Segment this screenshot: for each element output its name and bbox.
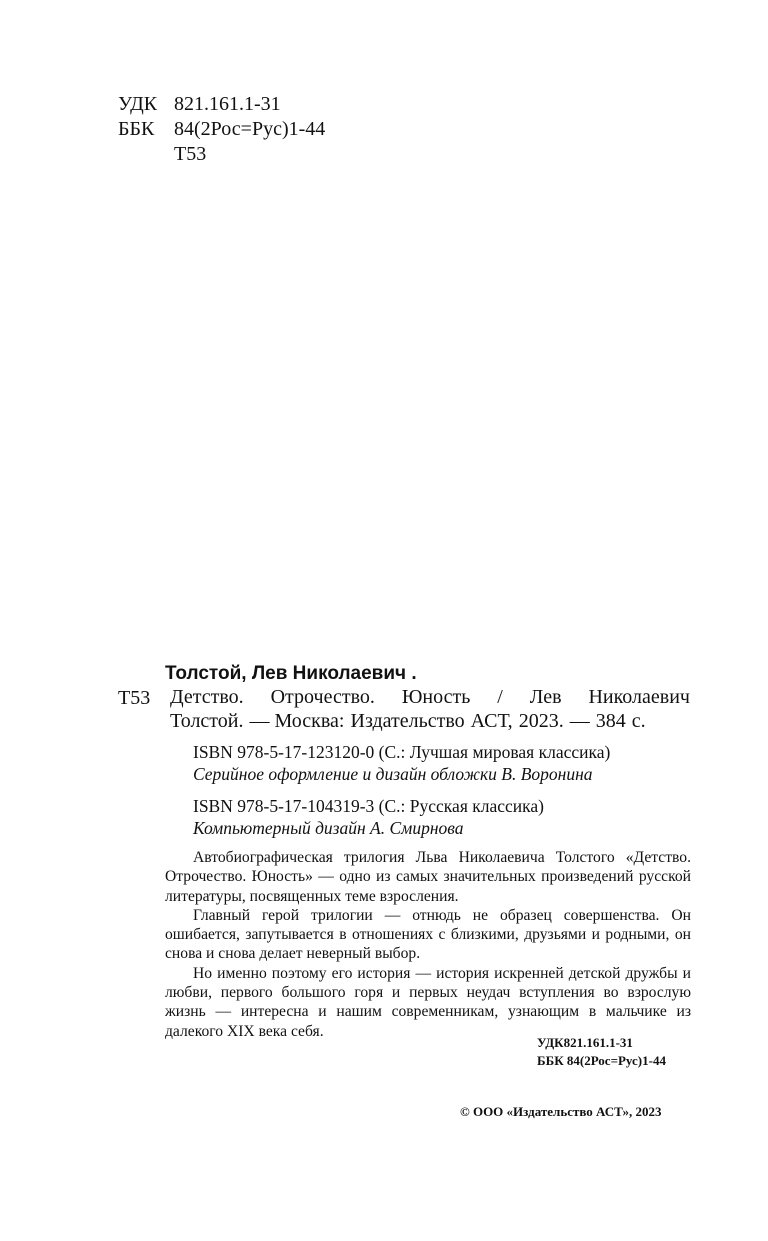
copyright: © ООО «Издательство АСТ», 2023 <box>460 1104 662 1119</box>
isbn-1-note-text: Серийное оформление и дизайн обложки В. Воронина <box>193 764 593 784</box>
biblio-word: Отрочество. <box>270 686 375 708</box>
biblio-word: — <box>569 710 590 732</box>
author-mark-top: Т53 <box>174 143 207 165</box>
biblio-word: Юность <box>401 686 471 708</box>
author-heading: Толстой, Лев Николаевич . <box>165 663 417 684</box>
biblio-word: АСТ, <box>470 710 513 732</box>
biblio-word: Детство. <box>170 686 244 708</box>
annotation-paragraph: Но именно поэтому его история — история искренней детской дружбы и любви, первого большого горя и первых неудач вступления во взрослую жизнь — интересна и нашим современникам, узнающим в мальчике из далекого XIX века себя. <box>165 964 691 1040</box>
bbk-row <box>118 116 325 142</box>
isbn-2-note <box>193 817 464 839</box>
bbk-bottom: ББК 84(2Рос=Рус)1-44 <box>537 1053 666 1068</box>
biblio-line-2 <box>170 709 690 733</box>
isbn-1-note <box>193 763 593 785</box>
biblio-word: — Москва: <box>249 710 345 732</box>
isbn-1: ISBN 978-5-17-123120-0 (С.: Лучшая мировая классика) <box>193 742 611 762</box>
bibliographic-description <box>170 685 690 733</box>
biblio-word: Издательство <box>350 710 465 732</box>
annotation <box>165 848 691 1041</box>
biblio-word: / <box>497 686 503 708</box>
udk-bottom: УДК821.161.1-31 <box>537 1035 633 1050</box>
udk-label: УДК <box>118 93 158 115</box>
biblio-word: Лев <box>529 686 562 708</box>
udk-value: 821.161.1-31 <box>174 93 281 115</box>
biblio-word: 384 <box>595 710 626 732</box>
annotation-paragraph: Главный герой трилогии — отнюдь не образец совершенства. Он ошибается, запутывается в отношениях с близкими, друзьями и родными, он снова и снова делает неверный выбор. <box>165 906 691 963</box>
udk-row <box>118 91 281 117</box>
isbn-2-note-text: Компьютерный дизайн А. Смирнова <box>193 818 464 838</box>
biblio-word: Толстой. <box>170 710 244 732</box>
bbk-label: ББК <box>118 118 155 140</box>
biblio-word: Николаевич <box>588 686 690 708</box>
biblio-word: 2023. <box>518 710 564 732</box>
isbn-2: ISBN 978-5-17-104319-3 (С.: Русская классика) <box>193 796 544 816</box>
bbk-value: 84(2Рос=Рус)1-44 <box>174 118 326 140</box>
biblio-word: с. <box>631 710 646 732</box>
author-mark: Т53 <box>118 687 151 709</box>
annotation-paragraph: Автобиографическая трилогия Льва Николаевича Толстого «Детство. Отрочество. Юность» — одно из самых значительных произведений русской литературы, посвященных теме взросления. <box>165 849 691 905</box>
biblio-line-1 <box>170 685 690 709</box>
